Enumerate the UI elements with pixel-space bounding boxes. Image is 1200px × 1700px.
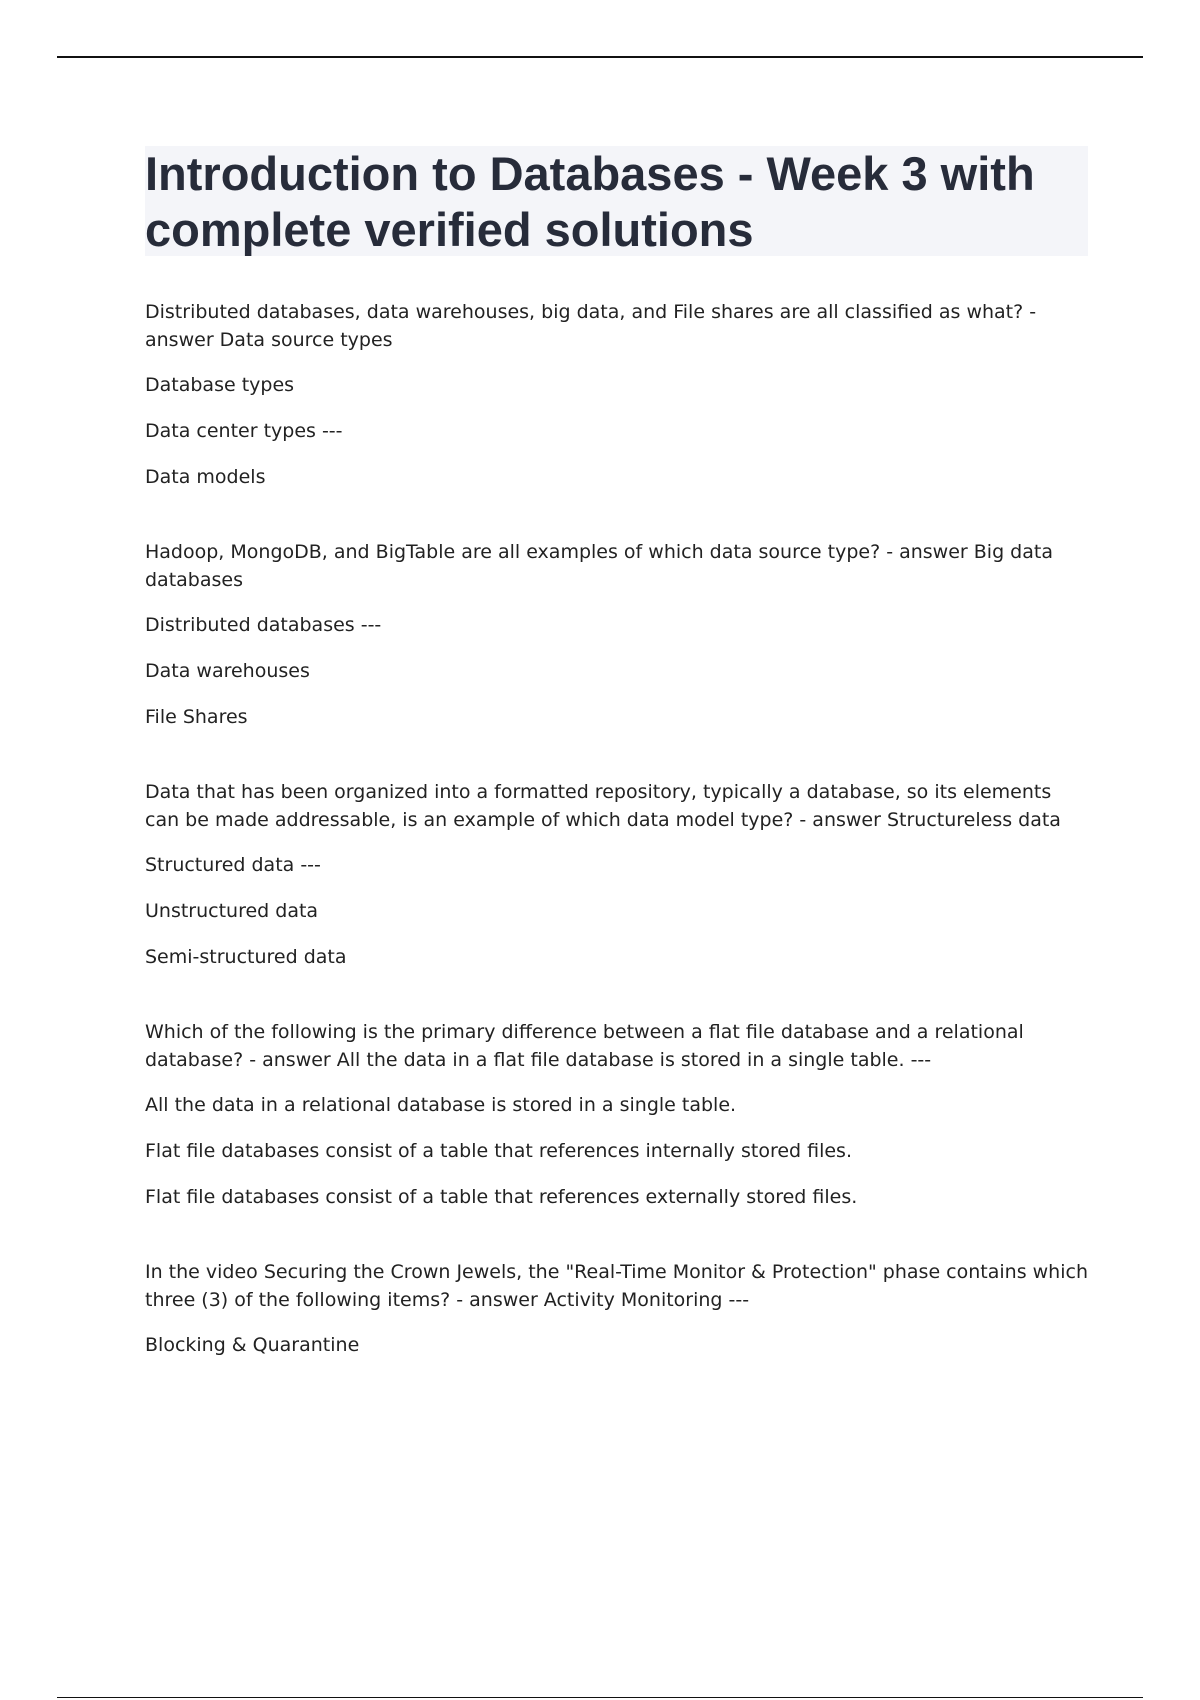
question-item [145,778,1088,971]
option-text: Blocking & Quarantine [145,1334,360,1356]
document-title: Introduction to Databases - Week 3 with complete verified solutions [145,147,1035,256]
option-text: Flat file databases consist of a table that references externally stored files. [145,1186,858,1208]
option-text: Semi-structured data [145,946,347,968]
question-text: Distributed databases, data warehouses, big data, and File shares are all classified as what? - answer Data source types [145,301,1037,351]
option-text: Data warehouses [145,660,310,682]
option-text: Data models [145,466,266,488]
option-text: Data center types --- [145,420,343,442]
option-text: Unstructured data [145,900,319,922]
question-text: Data that has been organized into a formatted repository, typically a database, so its elements can be made addressable, is an example of which data model type? - answer Structureless data [145,781,1061,831]
title-block [145,146,1088,256]
option-text: Flat file databases consist of a table that references internally stored files. [145,1140,852,1162]
question-item [145,1018,1088,1211]
question-list [145,298,1088,1359]
question-text: In the video Securing the Crown Jewels, the "Real-Time Monitor & Protection" phase contains which three (3) of the following items? - answer Activity Monitoring --- [145,1261,1088,1311]
question-text: Which of the following is the primary difference between a flat file database and a relational database? - answer All the data in a flat file database is stored in a single table. --- [145,1021,1024,1071]
document-body [145,146,1088,1406]
question-item [145,1258,1088,1359]
option-text: Structured data --- [145,854,321,876]
option-text: All the data in a relational database is stored in a single table. [145,1094,737,1116]
bottom-rule [57,1697,1143,1698]
option-text: Database types [145,374,295,396]
option-text: File Shares [145,706,248,728]
option-text: Distributed databases --- [145,614,382,636]
question-item [145,538,1088,731]
question-text: Hadoop, MongoDB, and BigTable are all examples of which data source type? - answer Big data databases [145,541,1053,591]
question-item [145,298,1088,491]
top-rule [57,56,1143,58]
